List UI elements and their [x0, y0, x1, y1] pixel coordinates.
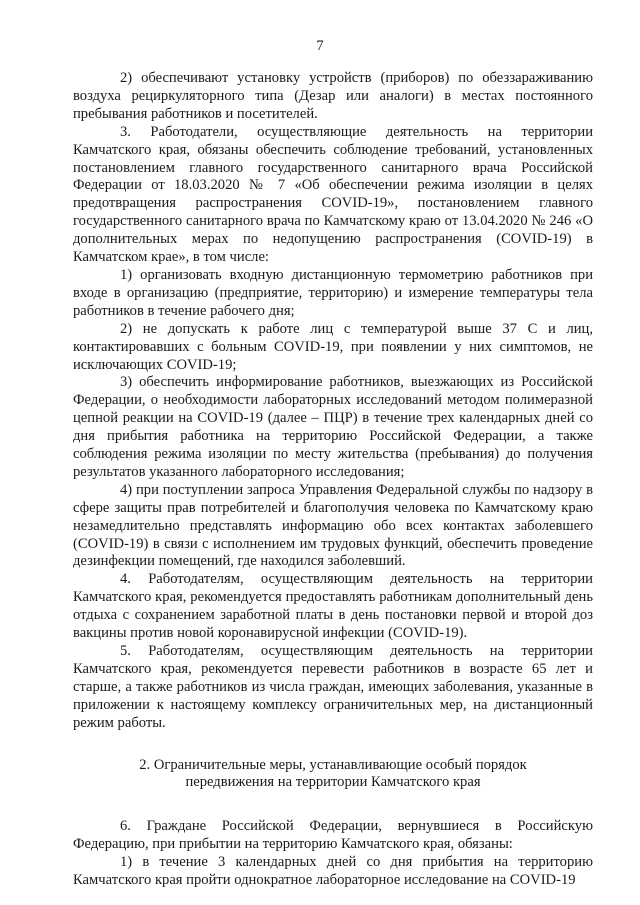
paragraph-subitem-4-contacts: 4) при поступлении запроса Управления Федеральной службы по надзору в сфере защиты прав потребителей и благополучия человека по Камчатскому краю незамедлительно представлять информацию обо всех контактах заболевшего (COVID-19) в связи с исполнением им трудовых функций, обеспечить проведение дезинфекции помещений, где находился заболевший.	[73, 481, 593, 570]
paragraph-item-2-disinfection: 2) обеспечивают установку устройств (приборов) по обеззараживанию воздуха рециркуляторного типа (Дезар или аналоги) в местах постоянного пребывания работников и посетителей.	[73, 70, 593, 122]
paragraph-subitem-1-testing: 1) в течение 3 календарных дней со дня прибытия на территорию Камчатского края пройти однократное лабораторное исследование на COVID-19	[73, 854, 593, 889]
paragraph-clause-3-employers: 3. Работодатели, осуществляющие деятельность на территории Камчатского края, обязаны обеспечить соблюдение требований, установленных постановлением главного государственного санитарного врача Российской Федерации от 18.03.2020 № 7 «Об обеспечении режима изоляции в целях предотвращения распространения COVID-19», постановлением главного государственного санитарного врача по Камчатскому краю от 13.04.2020 № 246 «О дополнительных мерах по недопущению распространения (COVID-19) в Камчатском крае», в том числе:	[73, 123, 593, 266]
paragraph-subitem-2-temperature: 2) не допускать к работе лиц с температурой выше 37 С и лиц, контактировавших с больным COVID-19, при появлении у них симптомов, не исключающих COVID-19;	[73, 320, 593, 373]
paragraph-clause-5-remote-work: 5. Работодателям, осуществляющим деятельность на территории Камчатского края, рекомендуется перевести работников в возрасте 65 лет и старше, а также работников из числа граждан, имеющих заболевания, указанные в приложении к настоящему комплексу ограничительных мер, на дистанционный режим работы.	[73, 643, 593, 731]
section-heading-line-1: 2. Ограничительные меры, устанавливающие особый порядок	[139, 756, 527, 773]
page-number: 7	[316, 38, 324, 54]
paragraph-clause-4-day-off: 4. Работодателям, осуществляющим деятельность на территории Камчатского края, рекомендуется предоставлять работникам дополнительный день отдыха с сохранением заработной платы в день постановки первой и второй доз вакцины против новой коронавирусной инфекции (COVID-19).	[73, 571, 593, 642]
section-heading-line-2: передвижения на территории Камчатского края	[185, 774, 481, 791]
paragraph-subitem-3-informing: 3) обеспечить информирование работников, выезжающих из Российской Федерации, о необходимости лабораторных исследований методом полимеразной цепной реакции на COVID-19 (далее – ПЦР) в течение трех календарных дней со дня прибытия работника на территорию Российской Федерации, а также соблюдения режима изоляции по месту жительства (пребывания) до получения результатов указанного лабораторного исследования;	[73, 374, 593, 480]
document-body	[73, 70, 593, 890]
paragraph-clause-6-citizens: 6. Граждане Российской Федерации, вернувшиеся в Российскую Федерацию, при прибытии на территорию Камчатского края, обязаны:	[73, 818, 593, 853]
section-heading	[73, 757, 593, 793]
paragraph-subitem-1-thermometry: 1) организовать входную дистанционную термометрию работников при входе в организацию (предприятие, территорию) и измерение температуры тела работников в течение рабочего дня;	[73, 266, 593, 319]
